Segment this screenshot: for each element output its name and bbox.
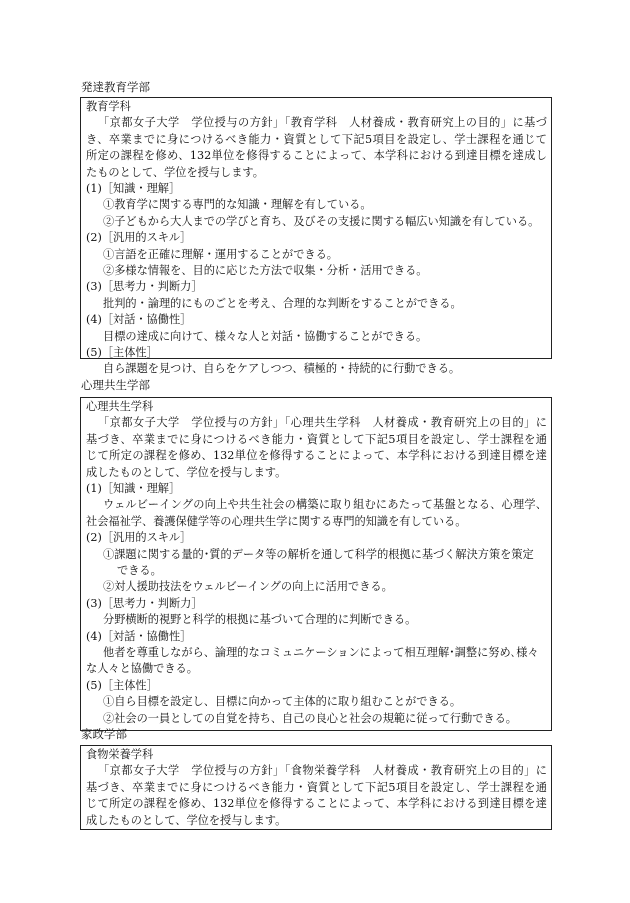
item-text: 批判的・論理的にものごとを考え、合理的な判断をすることができる。 — [103, 296, 462, 310]
intro-line: 基づき、卒業までに身につけるべき能力・資質として下記5項目を設定し、学士課程を通 — [86, 780, 547, 794]
dept-title: 食物栄養学科 — [86, 748, 154, 761]
intro-line: 「京都女子大学 学位授与の方針」「教育学科 人材養成・教育研究上の目的」に基づ — [98, 116, 547, 130]
item-text: ①教育学に関する専門的な知識・理解を有している。 — [103, 198, 372, 212]
item-heading: (5)［主体性］ — [86, 346, 158, 360]
item-text: ①課題に関する量的･質的データ等の解析を通して科学的根拠に基づく解決方策を策定 — [103, 547, 534, 561]
intro-line: 「京都女子大学 学位授与の方針」「心理共生学科 人材養成・教育研究上の目的」に — [98, 416, 547, 430]
intro-line: たものとして、学位を授与します。 — [86, 165, 264, 179]
item-text: ②社会の一員としての自覚を持ち、自己の良心と社会の規範に従って行動できる。 — [103, 711, 517, 725]
item-text: 分野横断的視野と科学的根拠に基づいて合理的に判断できる。 — [103, 613, 417, 627]
item-heading: (3)［思考力・判断力］ — [86, 280, 203, 294]
item-heading: (5)［主体性］ — [86, 678, 158, 692]
item-text: ウェルビーイングの向上や共生社会の構築に取り組むにあたって基盤となる、心理学、 — [103, 498, 547, 512]
intro-line: 成したものとして、学位を授与します。 — [86, 813, 287, 827]
item-heading: (1)［知識・理解］ — [86, 181, 181, 195]
item-heading: (4)［対話・協働性］ — [86, 629, 192, 643]
item-text: ②多様な情報を、目的に応じた方法で収集・分析・活用できる。 — [103, 264, 428, 278]
intro-line: 「京都女子大学 学位授与の方針」「食物栄養学科 人材養成・教育研究上の目的」に — [98, 764, 547, 778]
intro-line: 基づき、卒業までに身につけるべき能力・資質として下記5項目を設定し、学士課程を通 — [86, 432, 547, 446]
item-text: 自ら課題を見つけ、自らをケアしつつ、積極的・持続的に行動できる。 — [103, 362, 461, 376]
intro-line: じて所定の課程を修め、132単位を修得することによって、本学科における到達目標を達 — [86, 449, 547, 463]
dept-title: 教育学科 — [86, 100, 131, 113]
intro-line: 成したものとして、学位を授与します。 — [86, 465, 287, 479]
item-heading: (4)［対話・協働性］ — [86, 313, 192, 327]
item-text: ①自ら目標を設定し、目標に向かって主体的に取り組むことができる。 — [103, 695, 462, 709]
intro-line: き、卒業までに身につけるべき能力・資質として下記5項目を設定し、学士課程を通じて — [86, 132, 547, 146]
section-heading-hattatsu: 発達教育学部 — [81, 80, 150, 94]
dept-box-kyoiku — [80, 97, 552, 376]
intro-line: じて所定の課程を修め、132単位を修得することによって、本学科における到達目標を達 — [86, 797, 547, 811]
section-heading-shinri: 心理共生学部 — [81, 378, 150, 392]
item-text: ②子どもから大人までの学びと育ち、及びその支援に関する幅広い知識を有している。 — [103, 214, 540, 228]
item-heading: (3)［思考力・判断力］ — [86, 596, 203, 610]
item-text: 目標の達成に向けて、様々な人と対話・協働することができる。 — [103, 329, 428, 343]
item-heading: (2)［汎用的スキル］ — [86, 231, 192, 245]
item-text: な人々と協働できる。 — [86, 662, 198, 676]
dept-box-shokumotsu — [80, 745, 552, 830]
dept-box-shinri — [80, 397, 552, 731]
intro-line: 所定の課程を修め、132単位を修得することによって、本学科における到達目標を達成し — [86, 149, 547, 163]
item-heading: (1)［知識・理解］ — [86, 481, 181, 495]
item-text: 社会福祉学、養護保健学等の心理共生学に関する専門的知識を有している。 — [86, 514, 467, 528]
item-text: ①言語を正確に理解・運用することができる。 — [103, 247, 338, 261]
item-heading: (2)［汎用的スキル］ — [86, 531, 192, 545]
item-text: できる。 — [117, 564, 162, 577]
dept-title: 心理共生学科 — [86, 400, 154, 413]
item-text: 他者を尊重しながら、論理的なコミュニケーションによって相互理解･調整に努め､様々 — [103, 646, 539, 660]
section-heading-kasei: 家政学部 — [81, 727, 127, 741]
item-text: ②対人援助技法をウェルビーイングの向上に活用できる。 — [103, 580, 393, 594]
